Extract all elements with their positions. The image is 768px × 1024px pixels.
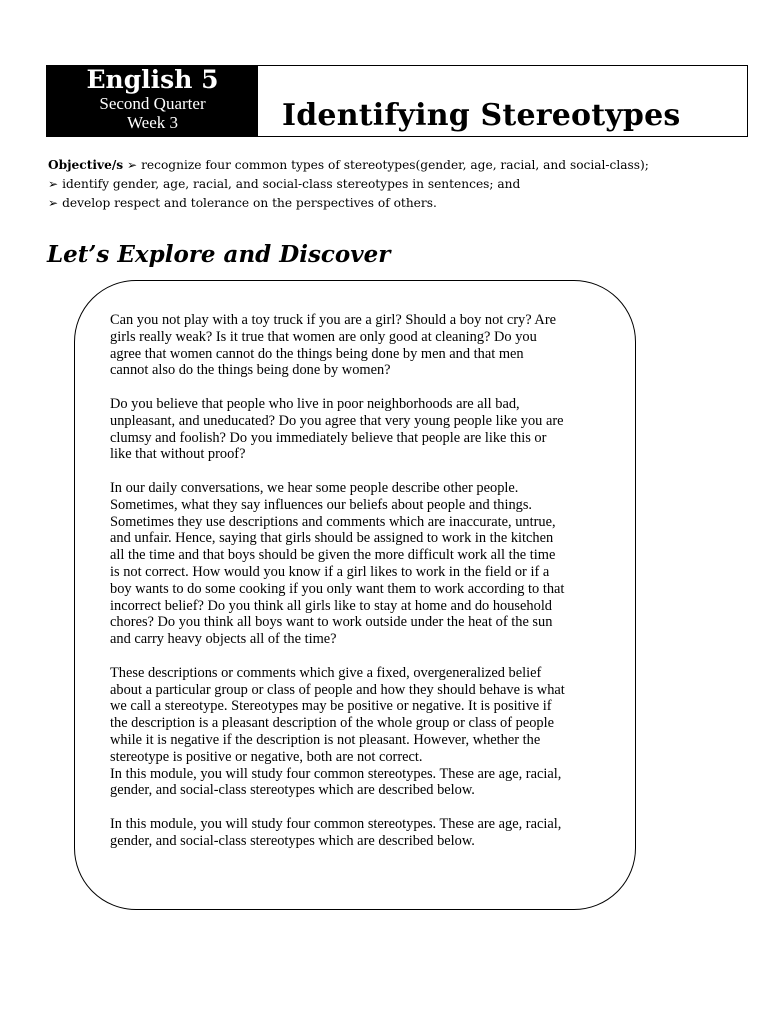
quarter-label: Second Quarter xyxy=(99,94,206,113)
subject-label: English 5 xyxy=(86,65,219,94)
paragraph: Can you not play with a toy truck if you are a girl? Should a boy not cry? Are girls really weak? Is it true that women are only good at cleaning? Do you agree that women cannot do the things being done by men and that men cannot also do the things being done by women? xyxy=(110,312,557,379)
paragraph: In our daily conversations, we hear some people describe other people. Sometimes, what they say influences our beliefs about people and things. Sometimes they use descriptions and comments which are inaccurate, untrue, and unfair. Hence, saying that girls should be assigned to work in the kitchen all the time and that boys should be given the more difficult work all the time is not correct. How would you know if a girl likes to work in the field or if a boy wants to do some cooking if you only want them to work according to that incorrect belief? Do you think all girls like to stay at home and do household chores? Do you think all boys want to work outside under the heat of the sun and carry heavy objects all of the time? xyxy=(110,479,565,648)
objective-text: recognize four common types of stereotypes(gender, age, racial, and social-class); xyxy=(141,158,649,172)
objective-line-2 xyxy=(48,175,748,194)
bullet-arrow-icon: ➢ xyxy=(48,177,59,191)
bullet-arrow-icon: ➢ xyxy=(127,158,138,172)
objective-text: develop respect and tolerance on the perspectives of others. xyxy=(62,196,437,210)
explore-body-text xyxy=(110,312,610,850)
module-info-block xyxy=(47,66,258,136)
bullet-arrow-icon: ➢ xyxy=(48,196,59,210)
paragraph: In this module, you will study four common stereotypes. These are age, racial, gender, and social-class stereotypes which are described below. xyxy=(110,815,562,849)
paragraph: These descriptions or comments which give a fixed, overgeneralized belief about a particular group or class of people and how they should behave is what we call a stereotype. Stereotypes may be positive or negative. It is positive if the description is a pleasant description of the whole group or class of people while it is negative if the description is not pleasant. However, whether the stereotype is positive or negative, both are not correct. In this module, you will study four common stereotypes. These are age, racial, gender, and social-class stereotypes which are described below. xyxy=(110,664,565,799)
objective-text: identify gender, age, racial, and social-class stereotypes in sentences; and xyxy=(62,177,521,191)
objectives-label: Objective/s xyxy=(48,158,124,172)
module-title: Identifying Stereotypes xyxy=(282,98,681,133)
objective-line-3 xyxy=(48,194,748,213)
objective-line-1 xyxy=(48,156,748,175)
section-title: Let’s Explore and Discover xyxy=(47,241,391,268)
paragraph: Do you believe that people who live in poor neighborhoods are all bad, unpleasant, and uneducated? Do you agree that very young people like you are clumsy and foolish? Do you immediately believe that people are like this or like that without proof? xyxy=(110,395,564,463)
module-header xyxy=(46,65,748,137)
week-label: Week 3 xyxy=(126,113,179,132)
objectives xyxy=(48,156,748,213)
